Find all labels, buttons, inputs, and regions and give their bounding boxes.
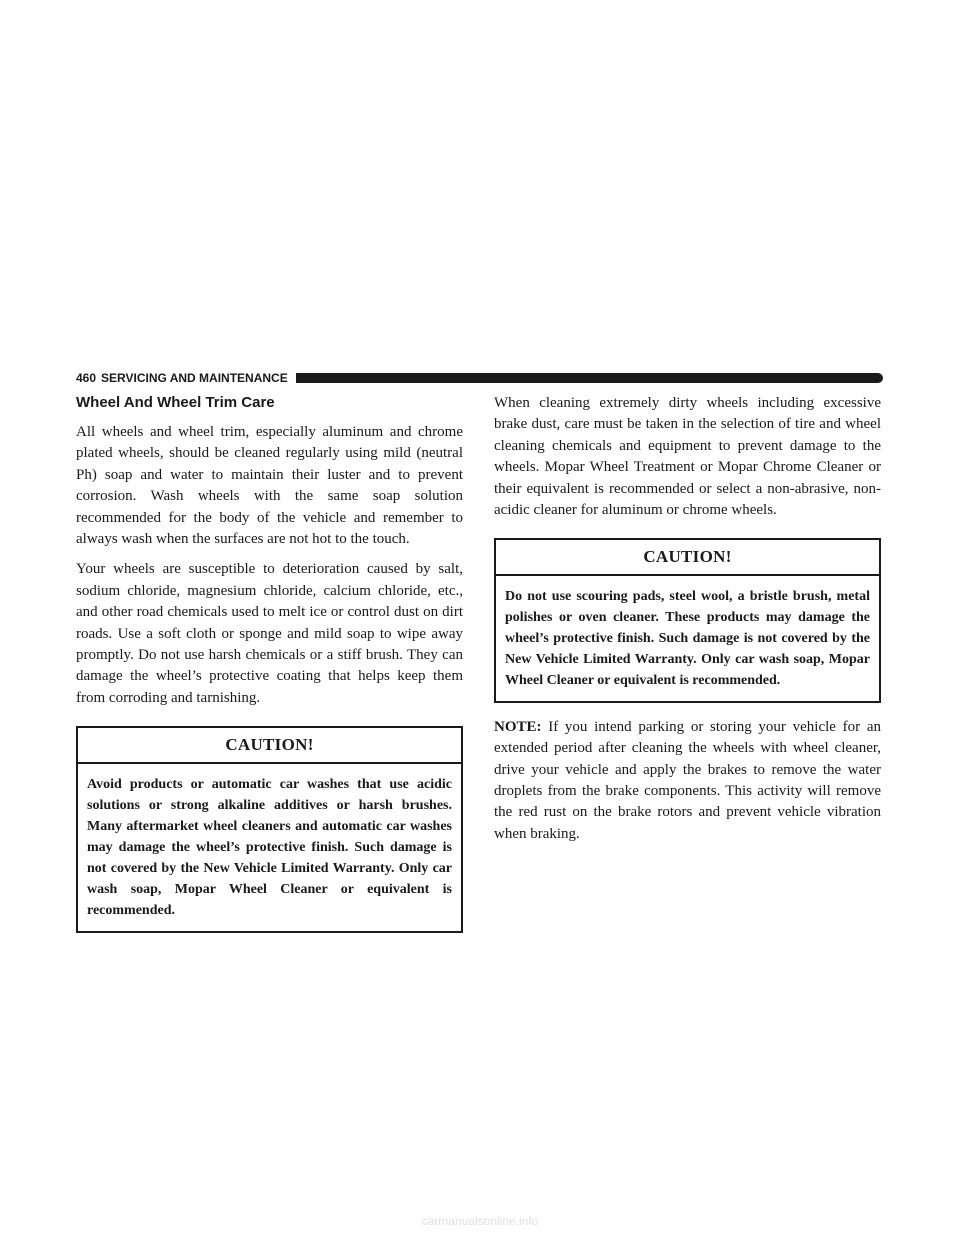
caution-title: CAUTION!: [496, 540, 879, 575]
caution-text: Avoid products or automatic car washes that use acidic solutions or strong alkaline additives or harsh brushes. Many aftermarket wheel cleaners and automatic car washes may damage the wheel’s protective finish. Such damage is not covered by the New Vehicle Limited Warranty. Only car wash soap, Mopar Wheel Cleaner or equivalent is recommended.: [87, 776, 452, 918]
note-label: NOTE:: [494, 718, 542, 735]
page-number: 460: [76, 371, 97, 385]
caution-box-right: [494, 538, 881, 702]
header-rule: [296, 373, 883, 383]
paragraph-deterioration: Your wheels are susceptible to deterioration caused by salt, sodium chloride, magnesium chloride, calcium chloride, etc., and other road chemicals used to melt ice or control dust on dirt roads. Use a soft cloth or sponge and mild soap to wipe away promptly. Do not use harsh chemicals or a stiff brush. They can damage the wheel’s protective coating that helps keep them from corroding and tarnishing.: [76, 561, 463, 706]
caution-box-left: [76, 726, 463, 932]
note-text: If you intend parking or storing your vehicle for an extended period after cleaning the wheels with wheel cleaner, drive your vehicle and apply the brakes to remove the water droplets from the brake components. This activity will remove the red rust on the brake rotors and prevent vehicle vibration when braking.: [494, 718, 881, 842]
section-heading: Wheel And Wheel Trim Care: [76, 394, 275, 411]
left-column: [76, 393, 463, 947]
page-header: [76, 370, 883, 386]
section-title: SERVICING AND MAINTENANCE: [101, 371, 288, 385]
paragraph-dirty-wheels: When cleaning extremely dirty wheels including excessive brake dust, care must be taken in the selection of tire and wheel cleaning chemicals and equipment to prevent damage to the wheels. Mopar Wheel Treatment or Mopar Chrome Cleaner or their equivalent is recommended or select a non-abrasive, non-acidic cleaner for aluminum or chrome wheels.: [494, 395, 881, 519]
paragraph-cleaning: All wheels and wheel trim, especially aluminum and chrome plated wheels, should be cleaned regularly using mild (neutral Ph) soap and water to maintain their luster and to prevent corrosion. Wash wheels with the same soap solution recommended for the body of the vehicle and remember to always wash when the surfaces are not hot to the touch.: [76, 424, 463, 548]
caution-title: CAUTION!: [78, 728, 461, 763]
right-column: [494, 393, 881, 854]
caution-text: Do not use scouring pads, steel wool, a bristle brush, metal polishes or oven cleaner. These products may damage the wheel’s protective finish. Such damage is not covered by the New Vehicle Limited Warranty. Only car wash soap, Mopar Wheel Cleaner or equivalent is recommended.: [505, 588, 870, 688]
watermark: carmanualsonline.info: [421, 1214, 539, 1228]
note-paragraph: [494, 717, 881, 845]
